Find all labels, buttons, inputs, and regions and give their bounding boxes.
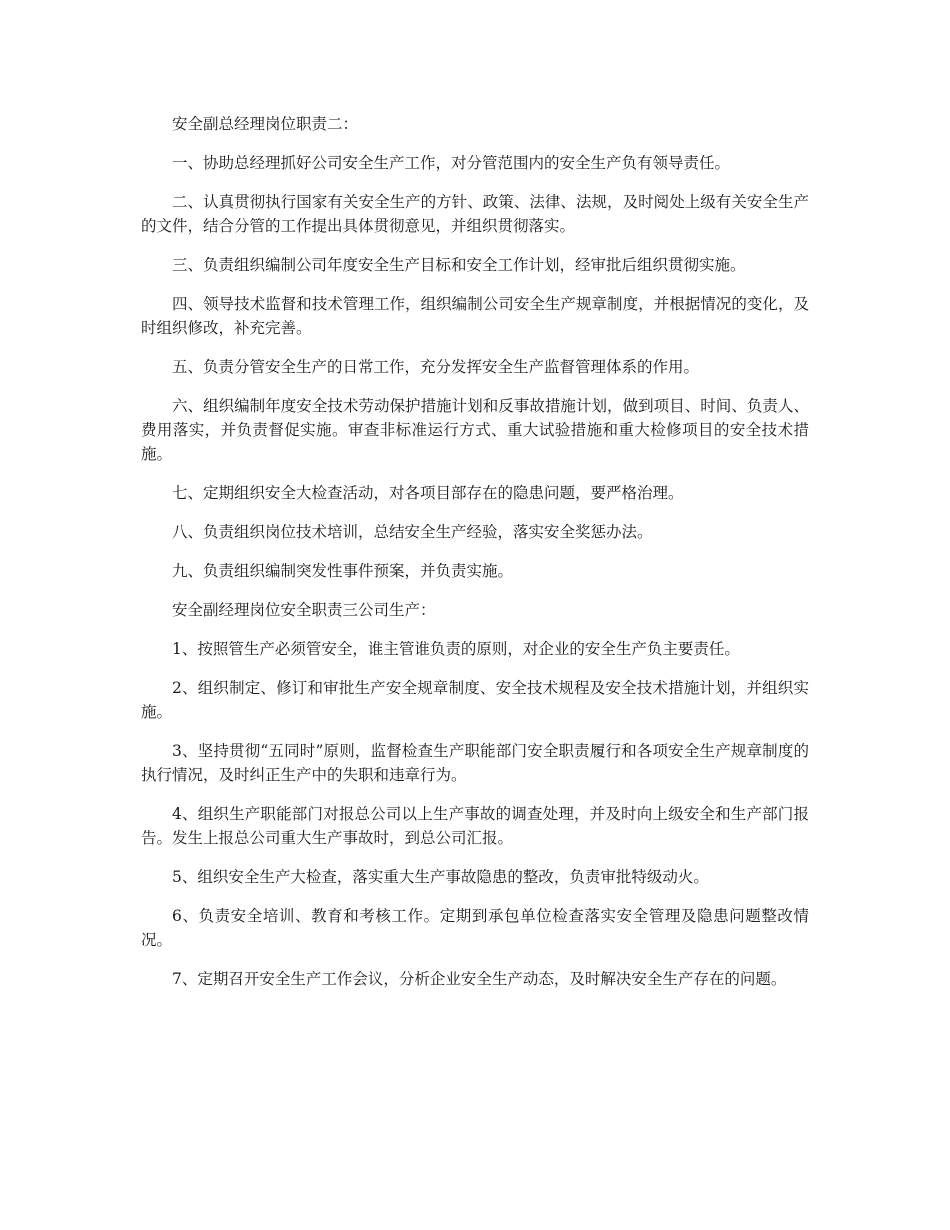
paragraph: 5、组织安全生产大检查，落实重大生产事故隐患的整改，负责审批特级动火。 xyxy=(172,868,709,886)
section-heading-3: 安全副经理岗位安全职责三公司生产： xyxy=(172,601,436,619)
paragraph: 一、协助总经理抓好公司安全生产工作，对分管范围内的安全生产负有领导责任。 xyxy=(172,154,731,172)
paragraph: 6、负责安全培训、教育和考核工作。定期到承包单位检查落实安全管理及隐患问题整改情况。 xyxy=(141,907,809,949)
paragraph: 4、组织生产职能部门对报总公司以上生产事故的调查处理，并及时向上级安全和生产部门报告。发生上报总公司重大生产事故时，到总公司汇报。 xyxy=(141,805,809,847)
paragraph: 1、按照管生产必须管安全，谁主管谁负责的原则，对企业的安全生产负主要责任。 xyxy=(172,640,740,658)
paragraph: 五、负责分管安全生产的日常工作，充分发挥安全生产监督管理体系的作用。 xyxy=(172,358,700,376)
document-body xyxy=(141,112,809,1006)
paragraph: 二、认真贯彻执行国家有关安全生产的方针、政策、法律、法规，及时阅处上级有关安全生产的文件，结合分管的工作提出具体贯彻意见，并组织贯彻落实。 xyxy=(141,193,809,235)
paragraph: 三、负责组织编制公司年度安全生产目标和安全工作计划，经审批后组织贯彻实施。 xyxy=(172,256,746,274)
paragraph: 九、负责组织编制突发性事件预案，并负责实施。 xyxy=(172,562,514,580)
paragraph: 六、组织编制年度安全技术劳动保护措施计划和反事故措施计划，做到项目、时间、负责人、费用落实，并负责督促实施。审查非标准运行方式、重大试验措施和重大检修项目的安全技术措施。 xyxy=(141,397,809,463)
paragraph: 3、坚持贯彻“五同时”原则，监督检查生产职能部门安全职责履行和各项安全生产规章制度的执行情况，及时纠正生产中的失职和违章行为。 xyxy=(141,742,809,784)
section-heading-2: 安全副总经理岗位职责二： xyxy=(172,115,359,133)
paragraph: 七、定期组织安全大检查活动，对各项目部存在的隐患问题，要严格治理。 xyxy=(172,484,684,502)
paragraph: 2、组织制定、修订和审批生产安全规章制度、安全技术规程及安全技术措施计划，并组织实施。 xyxy=(141,679,809,721)
paragraph: 八、负责组织岗位技术培训，总结安全生产经验，落实安全奖惩办法。 xyxy=(172,523,653,541)
paragraph: 四、领导技术监督和技术管理工作，组织编制公司安全生产规章制度，并根据情况的变化，及时组织修改，补充完善。 xyxy=(141,295,809,337)
paragraph: 7、定期召开安全生产工作会议，分析企业安全生产动态，及时解决安全生产存在的问题。 xyxy=(172,970,787,988)
